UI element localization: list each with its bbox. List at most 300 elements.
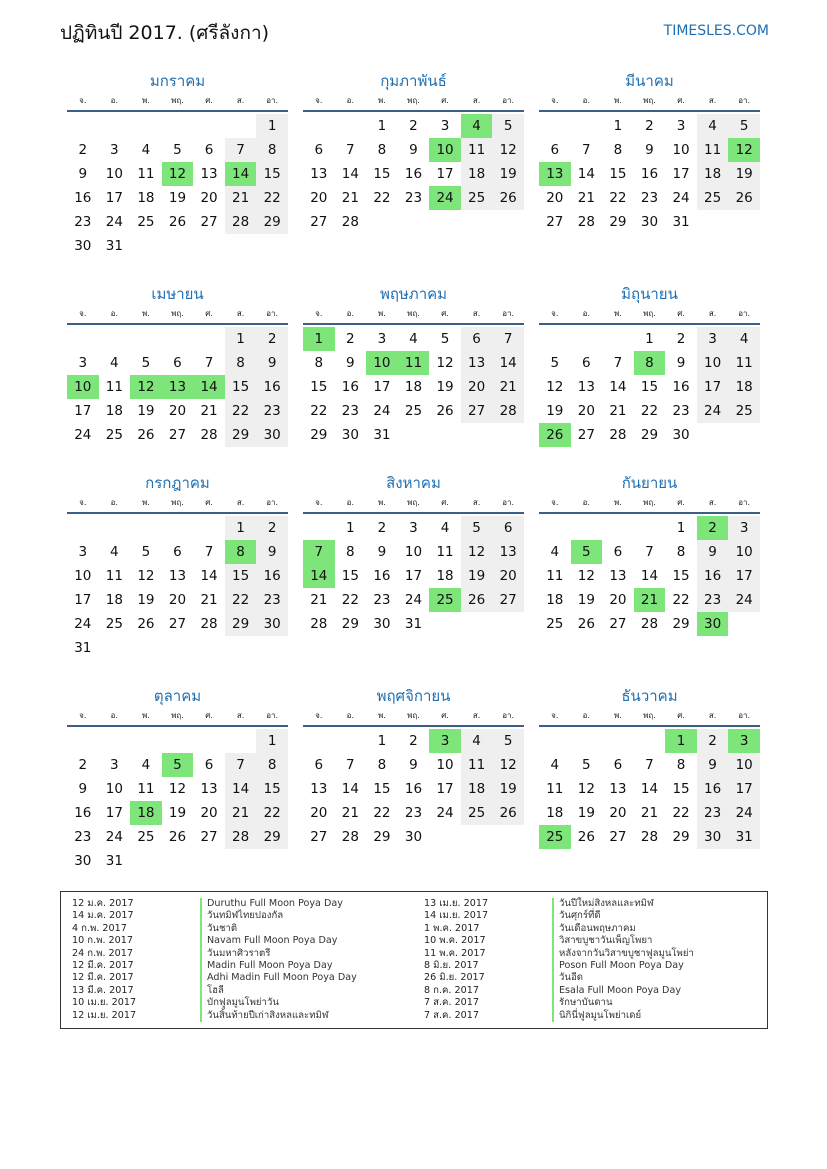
day-cell[interactable]: 10 [404,544,423,560]
day-cell[interactable]: 23 [74,829,92,845]
day-cell[interactable]: 23 [74,214,92,230]
holiday-day-cell[interactable]: 10 [366,351,398,375]
day-cell[interactable]: 7 [346,142,355,158]
holiday-day-cell[interactable]: 14 [225,162,257,186]
day-cell[interactable]: 9 [78,781,88,797]
holiday-day-cell[interactable]: 13 [162,375,194,399]
day-cell[interactable]: 26 [137,427,155,443]
day-cell[interactable]: 24 [697,399,729,423]
day-cell[interactable]: 6 [582,355,591,371]
day-cell[interactable]: 22 [672,805,690,821]
day-cell[interactable]: 22 [640,403,659,419]
day-cell[interactable]: 3 [78,355,88,371]
day-cell[interactable]: 1 [256,729,288,753]
day-cell[interactable]: 30 [341,427,359,443]
day-cell[interactable]: 25 [137,214,155,230]
day-cell[interactable]: 28 [310,616,328,632]
day-cell[interactable]: 6 [204,757,214,773]
day-cell[interactable]: 12 [137,568,155,584]
day-cell[interactable]: 31 [105,853,123,869]
day-cell[interactable]: 24 [105,214,123,230]
day-cell[interactable]: 25 [697,186,729,210]
holiday-day-cell[interactable]: 26 [539,423,571,447]
day-cell[interactable]: 7 [225,138,257,162]
day-cell[interactable]: 24 [105,829,123,845]
day-cell[interactable]: 19 [168,805,187,821]
day-cell[interactable]: 17 [105,190,123,206]
day-cell[interactable]: 10 [728,753,760,777]
day-cell[interactable]: 29 [256,825,288,849]
day-cell[interactable]: 30 [404,829,423,845]
day-cell[interactable]: 16 [256,564,288,588]
day-cell[interactable]: 10 [74,568,92,584]
day-cell[interactable]: 8 [676,757,686,773]
day-cell[interactable]: 25 [461,801,493,825]
day-cell[interactable]: 3 [409,520,418,536]
day-cell[interactable]: 19 [168,190,187,206]
day-cell[interactable]: 26 [577,829,595,845]
day-cell[interactable]: 5 [141,355,151,371]
day-cell[interactable]: 16 [74,190,92,206]
holiday-day-cell[interactable]: 12 [728,138,760,162]
day-cell[interactable]: 23 [672,403,690,419]
day-cell[interactable]: 16 [74,805,92,821]
day-cell[interactable]: 24 [74,616,92,632]
day-cell[interactable]: 15 [672,781,690,797]
day-cell[interactable]: 21 [577,190,595,206]
day-cell[interactable]: 28 [640,616,659,632]
day-cell[interactable]: 11 [436,544,454,560]
day-cell[interactable]: 12 [168,781,187,797]
day-cell[interactable]: 5 [141,544,151,560]
day-cell[interactable]: 4 [461,729,493,753]
day-cell[interactable]: 23 [373,592,391,608]
day-cell[interactable]: 27 [168,427,187,443]
day-cell[interactable]: 21 [310,592,328,608]
day-cell[interactable]: 22 [373,805,391,821]
day-cell[interactable]: 16 [640,166,659,182]
day-cell[interactable]: 18 [404,379,423,395]
day-cell[interactable]: 1 [225,327,257,351]
day-cell[interactable]: 20 [577,403,595,419]
day-cell[interactable]: 25 [461,186,493,210]
day-cell[interactable]: 16 [373,568,391,584]
day-cell[interactable]: 23 [256,588,288,612]
day-cell[interactable]: 26 [492,801,524,825]
holiday-day-cell[interactable]: 3 [728,729,760,753]
day-cell[interactable]: 12 [492,138,524,162]
day-cell[interactable]: 29 [373,829,391,845]
day-cell[interactable]: 4 [110,355,119,371]
day-cell[interactable]: 21 [492,375,524,399]
day-cell[interactable]: 22 [672,592,690,608]
day-cell[interactable]: 29 [225,423,257,447]
day-cell[interactable]: 25 [546,616,564,632]
day-cell[interactable]: 13 [168,568,187,584]
day-cell[interactable]: 13 [577,379,595,395]
day-cell[interactable]: 16 [697,564,729,588]
day-cell[interactable]: 2 [377,520,387,536]
day-cell[interactable]: 18 [105,592,123,608]
day-cell[interactable]: 21 [225,801,257,825]
day-cell[interactable]: 18 [137,190,155,206]
day-cell[interactable]: 28 [492,399,524,423]
day-cell[interactable]: 30 [74,853,92,869]
day-cell[interactable]: 12 [577,781,595,797]
day-cell[interactable]: 29 [640,427,659,443]
day-cell[interactable]: 7 [645,544,654,560]
day-cell[interactable]: 17 [105,805,123,821]
day-cell[interactable]: 6 [173,355,182,371]
day-cell[interactable]: 22 [609,190,627,206]
day-cell[interactable]: 18 [546,805,564,821]
day-cell[interactable]: 14 [640,781,659,797]
day-cell[interactable]: 27 [310,829,328,845]
day-cell[interactable]: 31 [74,640,92,656]
day-cell[interactable]: 11 [546,568,564,584]
day-cell[interactable]: 4 [409,331,418,347]
holiday-day-cell[interactable]: 11 [398,351,430,375]
day-cell[interactable]: 6 [550,142,560,158]
day-cell[interactable]: 2 [256,327,288,351]
day-cell[interactable]: 2 [676,331,686,347]
day-cell[interactable]: 20 [546,190,564,206]
holiday-day-cell[interactable]: 8 [225,540,257,564]
day-cell[interactable]: 2 [697,729,729,753]
day-cell[interactable]: 7 [613,355,623,371]
day-cell[interactable]: 15 [672,568,690,584]
day-cell[interactable]: 24 [373,403,391,419]
day-cell[interactable]: 21 [640,805,659,821]
day-cell[interactable]: 1 [676,520,686,536]
day-cell[interactable]: 17 [672,166,690,182]
day-cell[interactable]: 25 [728,399,760,423]
day-cell[interactable]: 15 [373,166,391,182]
day-cell[interactable]: 14 [609,379,627,395]
day-cell[interactable]: 5 [492,114,524,138]
day-cell[interactable]: 2 [78,757,88,773]
day-cell[interactable]: 13 [492,540,524,564]
day-cell[interactable]: 13 [461,351,493,375]
day-cell[interactable]: 9 [409,757,418,773]
day-cell[interactable]: 9 [346,355,355,371]
day-cell[interactable]: 20 [609,592,627,608]
day-cell[interactable]: 17 [436,166,454,182]
day-cell[interactable]: 11 [105,568,123,584]
day-cell[interactable]: 6 [314,142,324,158]
day-cell[interactable]: 22 [225,399,257,423]
day-cell[interactable]: 17 [728,777,760,801]
day-cell[interactable]: 20 [168,403,187,419]
day-cell[interactable]: 9 [676,355,686,371]
day-cell[interactable]: 13 [609,568,627,584]
day-cell[interactable]: 8 [256,753,288,777]
day-cell[interactable]: 3 [728,516,760,540]
day-cell[interactable]: 29 [609,214,627,230]
day-cell[interactable]: 22 [373,190,391,206]
day-cell[interactable]: 27 [310,214,328,230]
day-cell[interactable]: 1 [613,118,623,134]
day-cell[interactable]: 11 [137,166,155,182]
day-cell[interactable]: 17 [74,403,92,419]
day-cell[interactable]: 7 [204,355,214,371]
day-cell[interactable]: 28 [341,214,359,230]
day-cell[interactable]: 9 [377,544,387,560]
day-cell[interactable]: 31 [672,214,690,230]
day-cell[interactable]: 20 [609,805,627,821]
day-cell[interactable]: 9 [697,753,729,777]
day-cell[interactable]: 23 [640,190,659,206]
day-cell[interactable]: 20 [492,564,524,588]
day-cell[interactable]: 8 [676,544,686,560]
day-cell[interactable]: 31 [373,427,391,443]
day-cell[interactable]: 16 [672,379,690,395]
day-cell[interactable]: 27 [168,616,187,632]
day-cell[interactable]: 19 [461,564,493,588]
holiday-day-cell[interactable]: 10 [429,138,461,162]
day-cell[interactable]: 15 [609,166,627,182]
day-cell[interactable]: 23 [404,190,423,206]
day-cell[interactable]: 12 [546,379,564,395]
day-cell[interactable]: 11 [105,379,123,395]
day-cell[interactable]: 28 [640,829,659,845]
day-cell[interactable]: 27 [609,616,627,632]
day-cell[interactable]: 4 [141,142,151,158]
day-cell[interactable]: 22 [225,588,257,612]
day-cell[interactable]: 19 [577,805,595,821]
day-cell[interactable]: 27 [577,427,595,443]
day-cell[interactable]: 6 [173,544,182,560]
day-cell[interactable]: 18 [728,375,760,399]
day-cell[interactable]: 27 [200,214,218,230]
holiday-day-cell[interactable]: 14 [193,375,225,399]
holiday-day-cell[interactable]: 8 [634,351,666,375]
day-cell[interactable]: 15 [256,162,288,186]
day-cell[interactable]: 16 [256,375,288,399]
day-cell[interactable]: 2 [645,118,654,134]
day-cell[interactable]: 24 [74,427,92,443]
day-cell[interactable]: 11 [461,138,493,162]
day-cell[interactable]: 14 [341,166,359,182]
holiday-day-cell[interactable]: 1 [665,729,697,753]
day-cell[interactable]: 12 [436,355,454,371]
day-cell[interactable]: 8 [256,138,288,162]
day-cell[interactable]: 30 [697,825,729,849]
day-cell[interactable]: 28 [609,427,627,443]
day-cell[interactable]: 21 [225,186,257,210]
holiday-day-cell[interactable]: 12 [130,375,162,399]
day-cell[interactable]: 27 [609,829,627,845]
day-cell[interactable]: 5 [550,355,560,371]
day-cell[interactable]: 17 [436,781,454,797]
day-cell[interactable]: 18 [697,162,729,186]
day-cell[interactable]: 29 [256,210,288,234]
day-cell[interactable]: 12 [577,568,595,584]
day-cell[interactable]: 1 [645,331,654,347]
day-cell[interactable]: 7 [204,544,214,560]
day-cell[interactable]: 28 [225,825,257,849]
day-cell[interactable]: 27 [492,588,524,612]
day-cell[interactable]: 21 [341,805,359,821]
day-cell[interactable]: 9 [697,540,729,564]
day-cell[interactable]: 6 [613,544,623,560]
day-cell[interactable]: 18 [105,403,123,419]
day-cell[interactable]: 16 [404,166,423,182]
day-cell[interactable]: 7 [492,327,524,351]
day-cell[interactable]: 3 [110,757,119,773]
day-cell[interactable]: 26 [728,186,760,210]
holiday-day-cell[interactable]: 4 [461,114,493,138]
day-cell[interactable]: 20 [200,190,218,206]
day-cell[interactable]: 11 [697,138,729,162]
day-cell[interactable]: 18 [546,592,564,608]
day-cell[interactable]: 3 [110,142,119,158]
day-cell[interactable]: 3 [697,327,729,351]
day-cell[interactable]: 12 [461,540,493,564]
day-cell[interactable]: 29 [225,612,257,636]
day-cell[interactable]: 2 [409,118,418,134]
holiday-day-cell[interactable]: 13 [539,162,571,186]
day-cell[interactable]: 13 [609,781,627,797]
day-cell[interactable]: 7 [225,753,257,777]
day-cell[interactable]: 1 [346,520,355,536]
day-cell[interactable]: 23 [404,805,423,821]
day-cell[interactable]: 26 [577,616,595,632]
day-cell[interactable]: 21 [609,403,627,419]
day-cell[interactable]: 19 [137,592,155,608]
day-cell[interactable]: 6 [613,757,623,773]
day-cell[interactable]: 10 [728,540,760,564]
day-cell[interactable]: 10 [697,351,729,375]
day-cell[interactable]: 13 [310,781,328,797]
day-cell[interactable]: 3 [78,544,88,560]
day-cell[interactable]: 4 [440,520,450,536]
day-cell[interactable]: 15 [256,777,288,801]
day-cell[interactable]: 25 [404,403,423,419]
day-cell[interactable]: 15 [225,375,257,399]
holiday-day-cell[interactable]: 25 [429,588,461,612]
day-cell[interactable]: 21 [200,592,218,608]
day-cell[interactable]: 29 [672,829,690,845]
day-cell[interactable]: 9 [645,142,654,158]
holiday-day-cell[interactable]: 12 [162,162,194,186]
day-cell[interactable]: 18 [461,777,493,801]
day-cell[interactable]: 16 [341,379,359,395]
day-cell[interactable]: 10 [105,781,123,797]
day-cell[interactable]: 20 [310,190,328,206]
day-cell[interactable]: 28 [225,210,257,234]
day-cell[interactable]: 22 [310,403,328,419]
day-cell[interactable]: 8 [377,142,387,158]
day-cell[interactable]: 20 [310,805,328,821]
day-cell[interactable]: 29 [672,616,690,632]
day-cell[interactable]: 5 [728,114,760,138]
day-cell[interactable]: 30 [640,214,659,230]
holiday-day-cell[interactable]: 1 [303,327,335,351]
day-cell[interactable]: 16 [404,781,423,797]
day-cell[interactable]: 15 [310,379,328,395]
day-cell[interactable]: 11 [137,781,155,797]
day-cell[interactable]: 18 [436,568,454,584]
day-cell[interactable]: 24 [404,592,423,608]
day-cell[interactable]: 18 [461,162,493,186]
day-cell[interactable]: 28 [341,829,359,845]
day-cell[interactable]: 8 [346,544,355,560]
day-cell[interactable]: 9 [78,166,88,182]
day-cell[interactable]: 13 [200,781,218,797]
day-cell[interactable]: 7 [645,757,654,773]
day-cell[interactable]: 8 [613,142,623,158]
day-cell[interactable]: 5 [461,516,493,540]
day-cell[interactable]: 25 [105,616,123,632]
holiday-day-cell[interactable]: 7 [303,540,335,564]
day-cell[interactable]: 20 [461,375,493,399]
holiday-day-cell[interactable]: 18 [130,801,162,825]
holiday-day-cell[interactable]: 2 [697,516,729,540]
day-cell[interactable]: 26 [436,403,454,419]
holiday-day-cell[interactable]: 25 [539,825,571,849]
day-cell[interactable]: 29 [310,427,328,443]
holiday-day-cell[interactable]: 14 [303,564,335,588]
day-cell[interactable]: 1 [225,516,257,540]
day-cell[interactable]: 28 [200,616,218,632]
day-cell[interactable]: 6 [492,516,524,540]
day-cell[interactable]: 23 [697,588,729,612]
day-cell[interactable]: 1 [377,733,387,749]
day-cell[interactable]: 17 [404,568,423,584]
day-cell[interactable]: 19 [728,162,760,186]
day-cell[interactable]: 17 [74,592,92,608]
day-cell[interactable]: 28 [200,427,218,443]
day-cell[interactable]: 26 [137,616,155,632]
day-cell[interactable]: 26 [492,186,524,210]
day-cell[interactable]: 16 [697,777,729,801]
day-cell[interactable]: 14 [640,568,659,584]
day-cell[interactable]: 8 [225,351,257,375]
day-cell[interactable]: 3 [440,118,450,134]
day-cell[interactable]: 25 [105,427,123,443]
day-cell[interactable]: 14 [341,781,359,797]
day-cell[interactable]: 4 [728,327,760,351]
day-cell[interactable]: 5 [582,757,591,773]
day-cell[interactable]: 10 [436,757,454,773]
day-cell[interactable]: 20 [200,805,218,821]
day-cell[interactable]: 4 [141,757,151,773]
day-cell[interactable]: 24 [436,805,454,821]
day-cell[interactable]: 2 [256,516,288,540]
day-cell[interactable]: 26 [461,588,493,612]
day-cell[interactable]: 23 [697,801,729,825]
day-cell[interactable]: 24 [672,190,690,206]
holiday-day-cell[interactable]: 5 [162,753,194,777]
day-cell[interactable]: 23 [341,403,359,419]
day-cell[interactable]: 19 [137,403,155,419]
day-cell[interactable]: 5 [173,142,182,158]
holiday-day-cell[interactable]: 30 [697,612,729,636]
day-cell[interactable]: 19 [546,403,564,419]
day-cell[interactable]: 31 [728,825,760,849]
day-cell[interactable]: 22 [256,801,288,825]
day-cell[interactable]: 9 [256,540,288,564]
day-cell[interactable]: 8 [314,355,324,371]
day-cell[interactable]: 6 [314,757,324,773]
day-cell[interactable]: 23 [256,399,288,423]
holiday-day-cell[interactable]: 5 [571,540,603,564]
day-cell[interactable]: 4 [550,544,560,560]
day-cell[interactable]: 21 [341,190,359,206]
day-cell[interactable]: 26 [168,829,187,845]
day-cell[interactable]: 13 [200,166,218,182]
